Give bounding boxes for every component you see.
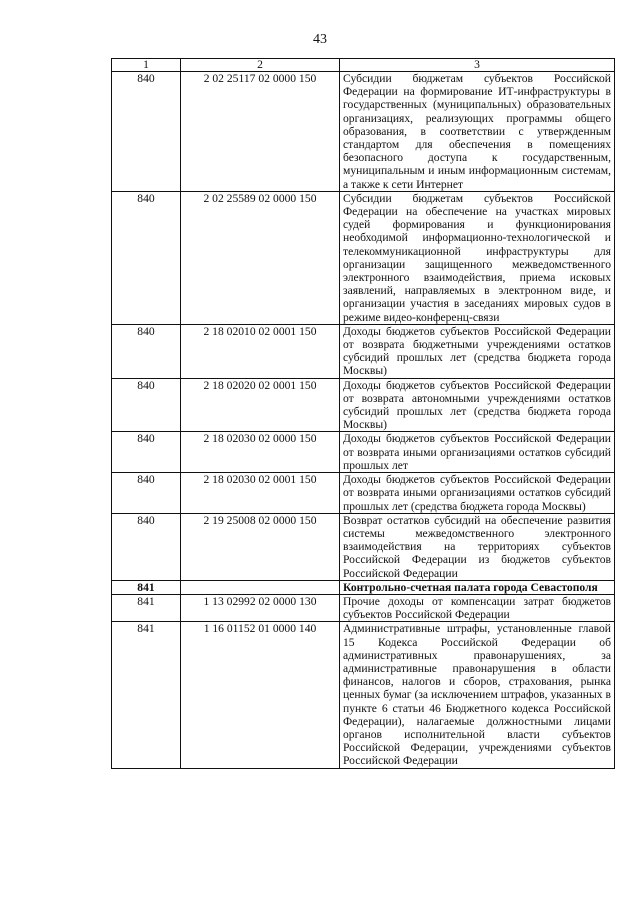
revenue-name-cell: Доходы бюджетов субъектов Российской Федерации от возврата автономными учреждениями остатков субсидий прошлых лет (средства бюджета города Москвы) bbox=[340, 378, 615, 432]
admin-code-cell: 840 bbox=[112, 378, 181, 432]
table-row bbox=[112, 324, 615, 378]
revenue-code-cell: 1 13 02992 02 0000 130 bbox=[181, 594, 340, 621]
table-row bbox=[112, 473, 615, 514]
header-col-2: 2 bbox=[181, 59, 340, 72]
header-row bbox=[112, 59, 615, 72]
revenue-name-cell: Административные штрафы, установленные главой 15 Кодекса Российской Федерации об административных правонарушениях, за административные правонарушения в области финансов, налогов и сборов, страхования, рынка ценных бумаг (за исключением штрафов, указанных в пункте 6 статьи 46 Бюджетного кодекса Российской Федерации), налагаемые должностными лицами органов исполнительной власти субъектов Российской Федерации, учреждениями субъектов Российской Федерации bbox=[340, 622, 615, 768]
revenue-code-cell: 2 02 25589 02 0000 150 bbox=[181, 191, 340, 324]
revenue-name-cell: Возврат остатков субсидий на обеспечение развития системы межведомственного электронного взаимодействия на территориях субъектов Российской Федерации из бюджетов субъектов Российской Федерации bbox=[340, 513, 615, 580]
revenue-name-cell: Доходы бюджетов субъектов Российской Федерации от возврата иными организациями остатков субсидий прошлых лет (средства бюджета города Москвы) bbox=[340, 473, 615, 514]
revenue-code-cell: 2 19 25008 02 0000 150 bbox=[181, 513, 340, 580]
revenue-name-cell: Прочие доходы от компенсации затрат бюджетов субъектов Российской Федерации bbox=[340, 594, 615, 621]
admin-code-cell: 840 bbox=[112, 432, 181, 473]
revenue-code-cell: 2 18 02030 02 0001 150 bbox=[181, 473, 340, 514]
revenue-code-cell: 2 02 25117 02 0000 150 bbox=[181, 72, 340, 192]
revenue-code-cell: 1 16 01152 01 0000 140 bbox=[181, 622, 340, 768]
table-row bbox=[112, 72, 615, 192]
header-col-3: 3 bbox=[340, 59, 615, 72]
admin-code-cell: 841 bbox=[112, 594, 181, 621]
revenue-name-cell: Доходы бюджетов субъектов Российской Федерации от возврата бюджетными учреждениями остатков субсидий прошлых лет (средства бюджета города Москвы) bbox=[340, 324, 615, 378]
admin-code-cell: 840 bbox=[112, 72, 181, 192]
budget-table bbox=[111, 58, 615, 769]
table-row bbox=[112, 622, 615, 768]
table-row bbox=[112, 580, 615, 594]
table-row bbox=[112, 432, 615, 473]
page-number: 43 bbox=[313, 32, 327, 47]
revenue-name-cell: Доходы бюджетов субъектов Российской Федерации от возврата иными организациями остатков субсидий прошлых лет bbox=[340, 432, 615, 473]
admin-code-cell: 840 bbox=[112, 473, 181, 514]
admin-code-cell: 841 bbox=[112, 622, 181, 768]
header-col-1: 1 bbox=[112, 59, 181, 72]
admin-code-cell: 841 bbox=[112, 580, 181, 594]
revenue-name-cell: Контрольно-счетная палата города Севастополя bbox=[340, 580, 615, 594]
admin-code-cell: 840 bbox=[112, 324, 181, 378]
table-row bbox=[112, 513, 615, 580]
revenue-code-cell: 2 18 02030 02 0000 150 bbox=[181, 432, 340, 473]
admin-code-cell: 840 bbox=[112, 513, 181, 580]
table-body bbox=[112, 72, 615, 769]
revenue-name-cell: Субсидии бюджетам субъектов Российской Федерации на формирование ИТ-инфраструктуры в государственных (муниципальных) образовательных организациях, реализующих программы общего образования, в соответствии с утвержденным стандартом для обеспечения в помещениях безопасного доступа к государственным, муниципальным и иным информационным системам, а также к сети Интернет bbox=[340, 72, 615, 192]
table-row bbox=[112, 191, 615, 324]
table-header bbox=[112, 59, 615, 72]
admin-code-cell: 840 bbox=[112, 191, 181, 324]
revenue-code-cell: 2 18 02010 02 0001 150 bbox=[181, 324, 340, 378]
revenue-code-cell bbox=[181, 580, 340, 594]
table-row bbox=[112, 594, 615, 621]
table-row bbox=[112, 378, 615, 432]
revenue-name-cell: Субсидии бюджетам субъектов Российской Федерации на обеспечение на участках мировых судей формирования и функционирования необходимой информационно-технологической и телекоммуникационной инфраструктуры для организации защищенного межведомственного электронного взаимодействия, приема исковых заявлений, направляемых в электронном виде, и организации участия в заседаниях мировых судов в режиме видео-конференц-связи bbox=[340, 191, 615, 324]
revenue-code-cell: 2 18 02020 02 0001 150 bbox=[181, 378, 340, 432]
